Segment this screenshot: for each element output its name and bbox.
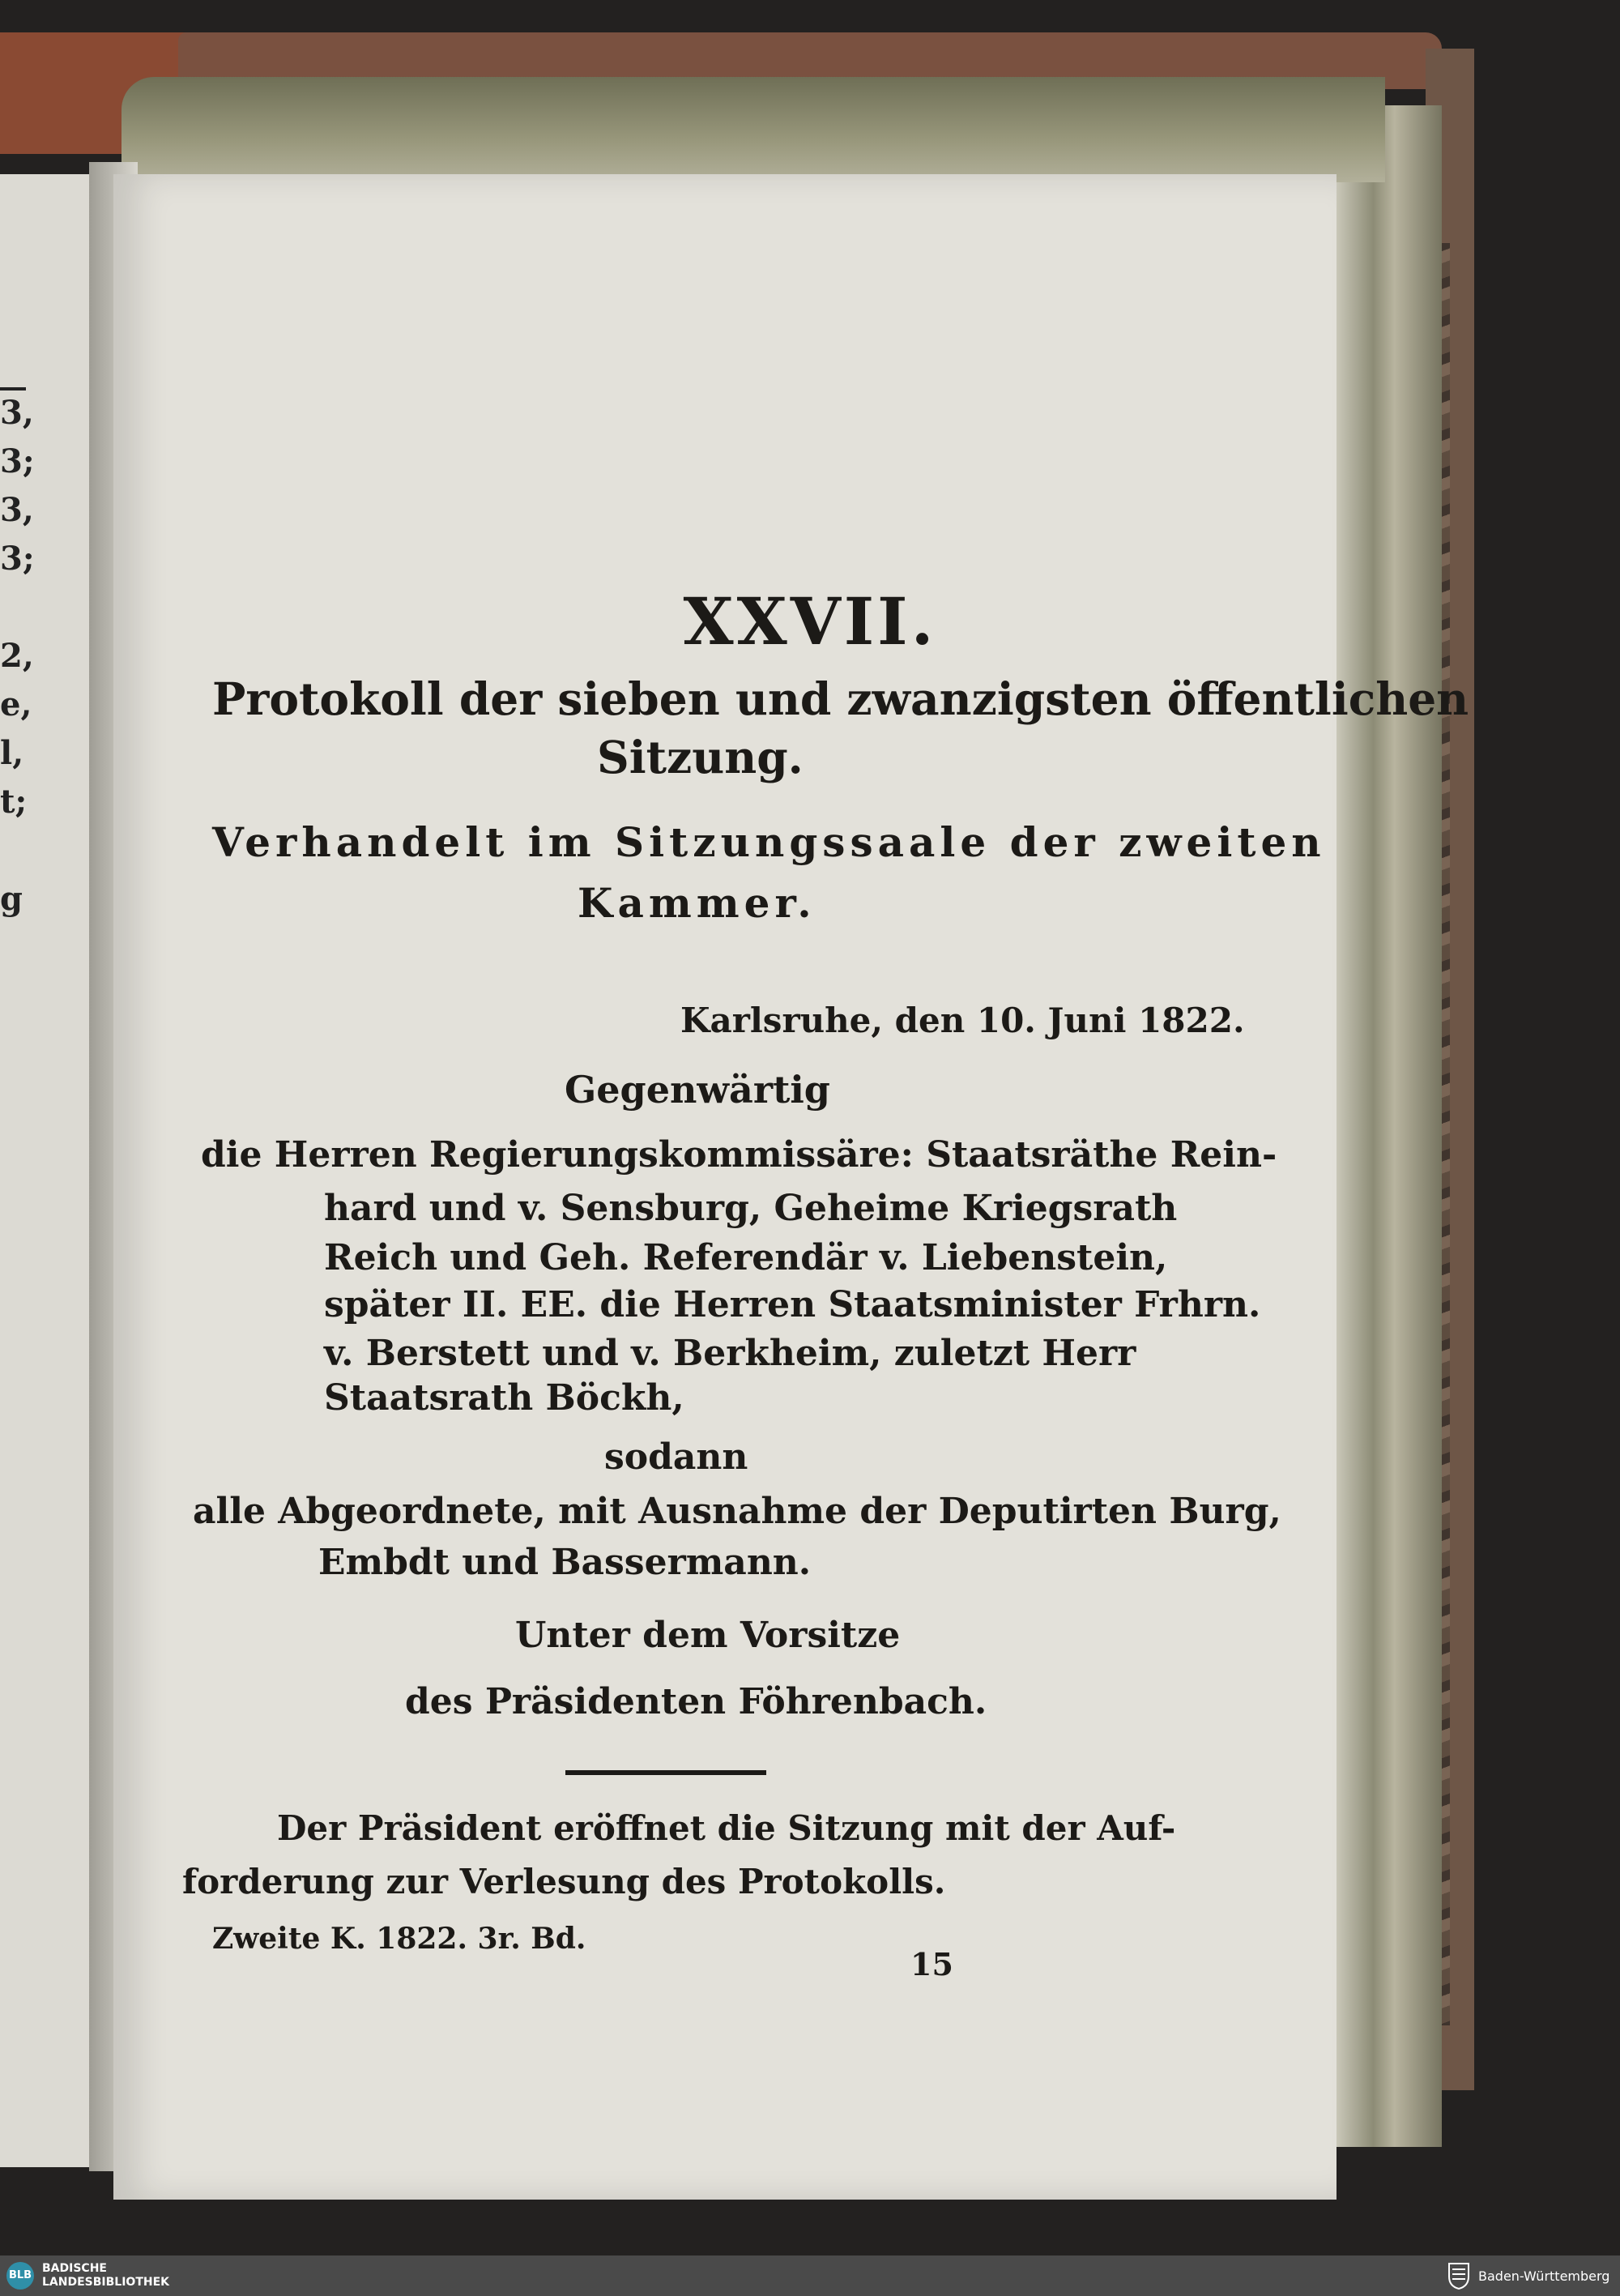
deputies-line: Embdt und Bassermann.: [318, 1542, 812, 1583]
bw-name: Baden-Württemberg: [1478, 2268, 1610, 2284]
blb-name-line-1: BADISCHE: [42, 2262, 107, 2275]
deputies-line: alle Abgeordnete, mit Ausnahme der Deputirten Burg,: [193, 1491, 1281, 1532]
section-number: XXVII.: [683, 583, 937, 659]
left-fragment: t;: [0, 783, 28, 821]
baden-wuerttemberg-crest-icon: [1447, 2262, 1471, 2290]
sodann: sodann: [604, 1436, 748, 1478]
left-fragment: 2,: [0, 637, 34, 675]
blb-name-line-2: LANDESBIBLIOTHEK: [42, 2276, 170, 2289]
page-edges-top: [122, 77, 1385, 182]
left-fragment: [0, 826, 24, 875]
attendee-line: v. Berstett und v. Berkheim, zuletzt Herr: [324, 1333, 1136, 1374]
left-fragment: g: [0, 880, 23, 918]
blb-logo-icon: BLB: [6, 2262, 34, 2290]
left-fragment: l,: [0, 734, 24, 772]
blb-name: [42, 2262, 169, 2290]
left-fragment: 3,: [0, 491, 34, 529]
signature-number: 15: [910, 1946, 953, 1982]
signature-mark: Zweite K. 1822. 3r. Bd.: [212, 1922, 586, 1956]
attendee-line: später II. EE. die Herren Staatsminister Frhrn.: [324, 1284, 1261, 1325]
chair-line-2: des Präsidenten Föhrenbach.: [405, 1681, 987, 1722]
left-fragment: 3,: [0, 394, 34, 432]
subtitle-line-2: Kammer.: [578, 879, 816, 927]
attendee-line: Staatsrath Böckh,: [324, 1377, 684, 1419]
opening-line-2: forderung zur Verlesung des Protokolls.: [182, 1862, 946, 1901]
subtitle-line-1: Verhandelt im Sitzungssaale der zweiten: [212, 818, 1326, 866]
left-fragment: 3;: [0, 540, 35, 578]
fore-edge: [1336, 105, 1442, 2147]
viewer-footer: [0, 2255, 1620, 2296]
divider-rule: [565, 1770, 766, 1775]
attendee-line: die Herren Regierungskommissäre: Staatsräthe Rein-: [201, 1134, 1277, 1176]
left-fragment: 3;: [0, 442, 35, 480]
attendee-line: Reich und Geh. Referendär v. Liebenstein,: [324, 1237, 1168, 1278]
attendee-line: hard und v. Sensburg, Geheime Kriegsrath: [324, 1188, 1178, 1229]
present-label: Gegenwärtig: [565, 1068, 830, 1112]
title-line-2: Sitzung.: [597, 731, 804, 783]
place-date: Karlsruhe, den 10. Juni 1822.: [680, 1001, 1245, 1040]
chair-line-1: Unter dem Vorsitze: [515, 1615, 901, 1656]
opening-line-1: Der Präsident eröffnet die Sitzung mit der Auf-: [277, 1808, 1176, 1848]
left-fragment: e,: [0, 685, 32, 723]
title-line-1: Protokoll der sieben und zwanzigsten öffentlichen: [212, 672, 1469, 725]
